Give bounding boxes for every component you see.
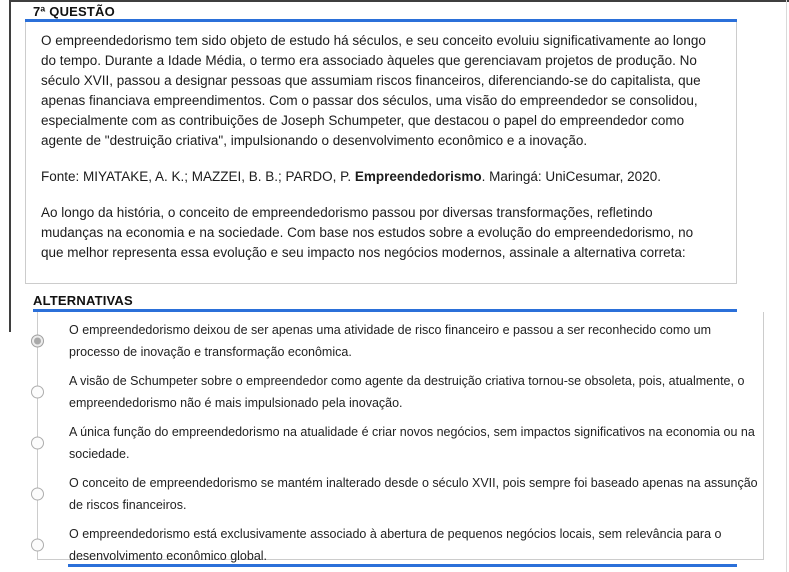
radio-button-icon[interactable] — [31, 539, 44, 552]
question-number-header: 7ª QUESTÃO — [33, 4, 115, 19]
next-section-top-border — [68, 564, 737, 567]
question-paragraph-2: Ao longo da história, o conceito de empreendedorismo passou por diversas transformações, refletindo mudanças na economia e na sociedade. Com base nos estudos sobre a evolução do empreendedorismo, no que melhor representa essa evolução e seu impacto nos negócios modernos, assinale a alternativa correta: — [41, 205, 694, 260]
citation-prefix: Fonte: MIYATAKE, A. K.; MAZZEI, B. B.; PARDO, P. — [41, 169, 355, 184]
page-right-border — [786, 0, 787, 572]
page-top-border — [9, 0, 789, 2]
alternative-option-3[interactable] — [38, 421, 763, 465]
alternative-option-5[interactable] — [38, 523, 763, 567]
alternative-option-1[interactable] — [38, 319, 763, 363]
citation-suffix: . Maringá: UniCesumar, 2020. — [481, 169, 661, 184]
alternative-label: A única função do empreendedorismo na atualidade é criar novos negócios, sem impactos significativos na economia ou na sociedade. — [69, 425, 755, 461]
page-left-border — [9, 0, 11, 332]
question-paragraph-1: O empreendedorismo tem sido objeto de estudo há séculos, e seu conceito evoluiu significativamente ao longo do tempo. Durante a Idade Média, o termo era associado àqueles que gerenciavam projetos de produção. No século XVII, passou a designar pessoas que assumiam riscos financeiros, diferenciando-se do capitalista, que apenas financiava empreendimentos. Com o passar dos séculos, uma visão do empreendedor se consolidou, especialmente com as contribuições de Joseph Schumpeter, que destacou o papel do empreendedor como agente de "destruição criativa", impulsionando o desenvolvimento econômico e a inovação. — [41, 33, 706, 148]
alternative-label: O conceito de empreendedorismo se mantém inalterado desde o século XVII, pois sempre foi baseado apenas na assunção de riscos financeiros. — [69, 476, 758, 512]
alternative-option-2[interactable] — [38, 370, 763, 414]
question-statement-box — [25, 22, 737, 284]
radio-button-icon[interactable] — [31, 488, 44, 501]
alternative-label: O empreendedorismo deixou de ser apenas uma atividade de risco financeiro e passou a ser reconhecido como um processo de inovação e transformação econômica. — [69, 323, 712, 359]
question-source-citation — [41, 167, 714, 187]
radio-button-icon[interactable] — [31, 386, 44, 399]
citation-book-title: Empreendedorismo — [354, 169, 482, 184]
alternative-label: A visão de Schumpeter sobre o empreendedor como agente da destruição criativa tornou-se obsoleta, pois, atualmente, o empreendedorismo não é mais impulsionado pela inovação. — [69, 374, 745, 410]
alternative-label: O empreendedorismo está exclusivamente associado à abertura de pequenos negócios locais, sem relevância para o desenvolvimento econômico global. — [69, 527, 722, 563]
radio-button-icon[interactable] — [31, 437, 44, 450]
alternatives-box — [37, 312, 764, 563]
alternative-option-4[interactable] — [38, 472, 763, 516]
radio-button-selected-icon[interactable] — [31, 335, 44, 348]
alternatives-header: ALTERNATIVAS — [33, 293, 133, 308]
